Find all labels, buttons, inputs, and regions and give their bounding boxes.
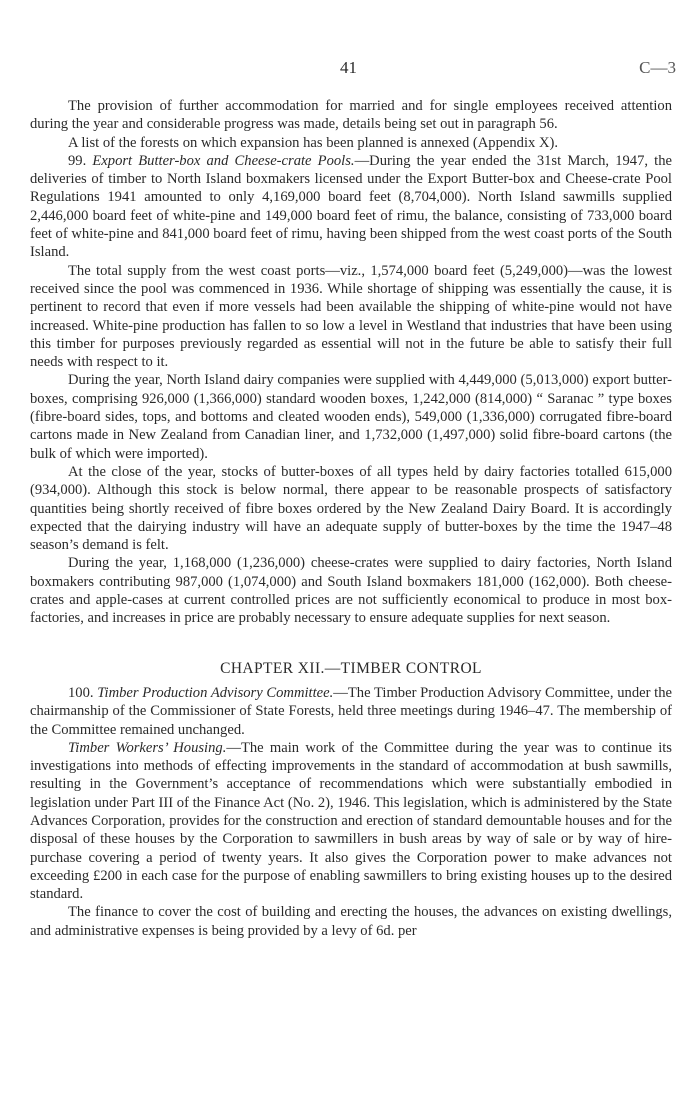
paragraph: During the year, 1,168,000 (1,236,000) cheese-crates were supplied to dairy factories, North Island boxmakers contributing 987,000 (1,074,000) and South Island boxmakers 181,000 (162,000). Both cheese-crates and apple-cases at current controlled prices are not sufficiently economical to produce in most box-factories, and increases in price are probably necessary to ensure adequate supplies for next season. (30, 555, 672, 627)
section-text: —The Timber Production Advisory Committee, under the chairmanship of the Commissioner of State Forests, held three meetings during 1946–47. The membership of the Committee remained unchanged. (30, 684, 672, 738)
section-title: Timber Production Advisory Committee. (97, 684, 334, 701)
page-number: 41 (340, 58, 357, 77)
subsection-text: —The main work of the Committee during the year was to continue its investigations into methods of effecting improvements in the standard of accommodation at bush sawmills, resulting in the Government’s acceptance of recommendations which were substantially embodied in legislation under Part III of the Finance Act (No. 2), 1946. This legislation, which is administered by the State Advances Corporation, provides for the construction and erection of standard demountable houses and for the disposal of these houses by the Corporation to sawmillers in bush areas by way of sale or by way of hire-purchase covering a period of twenty years. It also gives the Corporation power to make advances not exceeding £200 in each case for the purpose of enabling sawmillers to bring existing houses up to the desired standard. (30, 739, 672, 903)
page-header (0, 58, 700, 80)
document-body (30, 97, 672, 940)
section-number: 100. (68, 684, 98, 701)
paragraph: A list of the forests on which expansion has been planned is annexed (Appendix X). (68, 134, 558, 151)
paragraph-section-99 (30, 152, 672, 262)
paragraph: During the year, North Island dairy companies were supplied with 4,449,000 (5,013,000) export butter-boxes, comprising 926,000 (1,366,000) standard wooden boxes, 1,242,000 (814,000) “ Saranac ” type boxes (fibre-board sides, tops, and bottoms and cleated wooden ends), 549,000 (1,336,000) corrugated fibre-board cartons made in New Zealand from Canadian liner, and 1,732,000 (1,497,000) solid fibre-board cartons (the bulk of which were imported). (30, 372, 672, 462)
chapter-heading: CHAPTER XII.—TIMBER CONTROL (220, 659, 482, 677)
section-text: —During the year ended the 31st March, 1947, the deliveries of timber to North Island boxmakers licensed under the Export Butter-box and Cheese-crate Pool Regulations 1941 amounted to only 4,169,000 board feet (8,704,000). North Island sawmills supplied 2,446,000 board feet of white-pine and 149,000 board feet of rimu, the balance, consisting of 733,000 board feet of white-pine and 841,000 board feet of rimu, having been shipped from the west coast ports of the South Island. (30, 152, 672, 261)
paragraph: At the close of the year, stocks of butter-boxes of all types held by dairy factories totalled 615,000 (934,000). Although this stock is below normal, there appear to be reasonable prospects of satisfactory quantities being shortly received of fibre boxes ordered by the New Zealand Dairy Board. It is accordingly expected that the dairying industry will have an adequate supply of butter-boxes by the time the 1947–48 season’s demand is felt. (30, 463, 672, 554)
subsection-title: Timber Workers’ Housing. (68, 739, 227, 756)
document-code: C—3 (639, 58, 676, 77)
paragraph-section-100 (30, 684, 672, 739)
paragraph-housing (30, 739, 672, 904)
paragraph: The finance to cover the cost of building and erecting the houses, the advances on existing dwellings, and administrative expenses is being provided by a levy of 6d. per (30, 904, 672, 939)
paragraph: The provision of further accommodation for married and for single employees received attention during the year and considerable progress was made, details being set out in paragraph 56. (30, 98, 672, 133)
section-title: Export Butter-box and Cheese-crate Pools. (92, 152, 355, 169)
section-number: 99. (68, 152, 93, 169)
paragraph: The total supply from the west coast ports—viz., 1,574,000 board feet (5,249,000)—was the lowest received since the pool was commenced in 1936. While shortage of shipping was essentially the cause, it is pertinent to record that even if more vessels had been available the shipping of white-pine would not have increased. White-pine production has fallen to so low a level in Westland that industries that have been using this timber for purposes previously regarded as essential will not in the future be able to satisfy their full needs with respect to it. (30, 262, 672, 371)
